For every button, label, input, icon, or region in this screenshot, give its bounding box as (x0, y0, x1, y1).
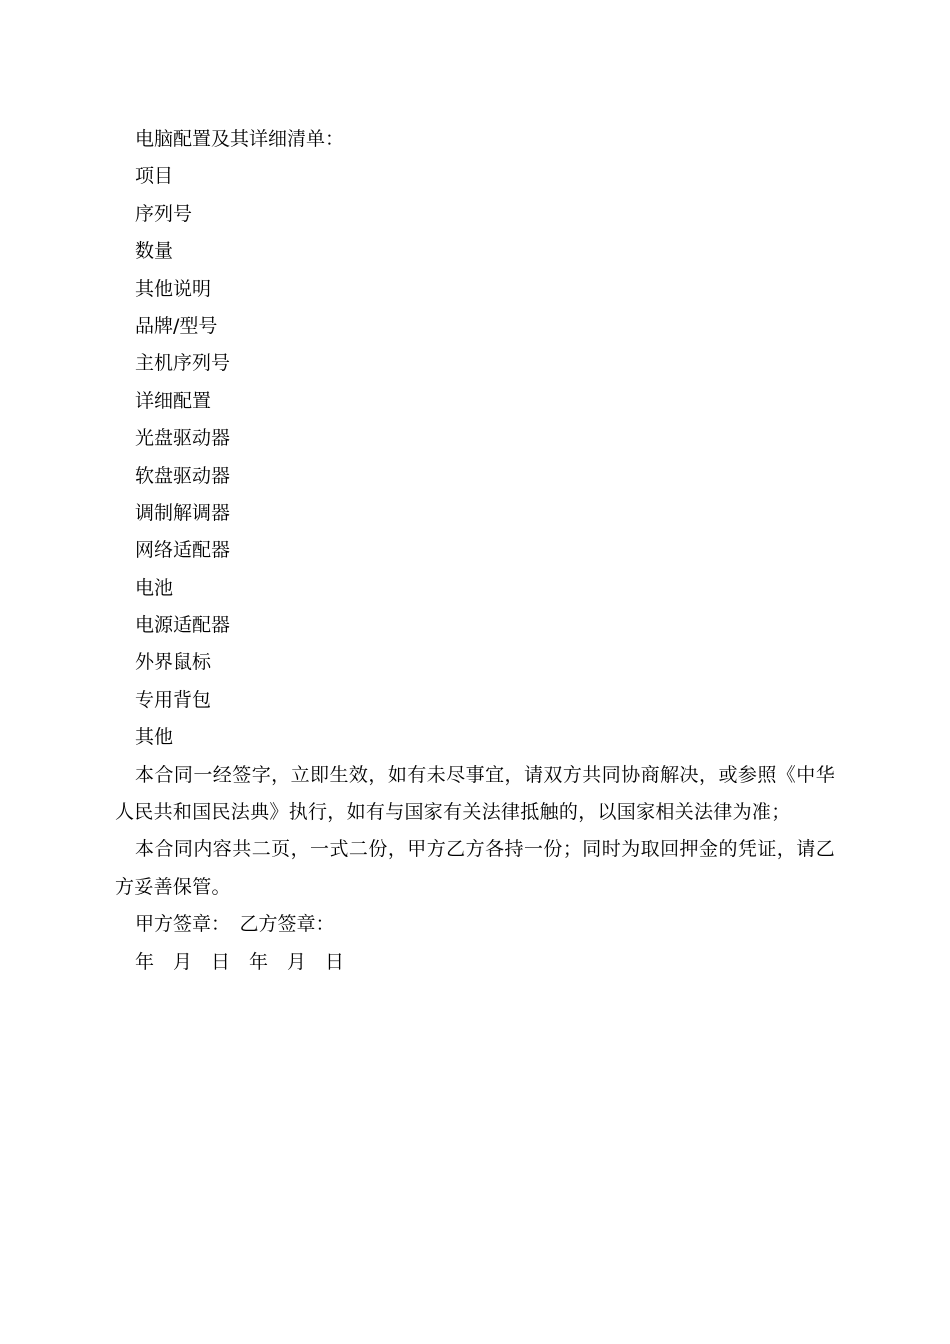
list-item: 品牌/型号 (135, 314, 218, 337)
list-item: 光盘驱动器 (135, 427, 231, 450)
list-item: 其他说明 (135, 277, 212, 300)
contract-clause-copies: 本合同内容共二页，一式二份，甲方乙方各持一份；同时为取回押金的凭证，请乙方妥善保管。 (115, 838, 835, 898)
list-item: 外界鼠标 (135, 651, 212, 674)
list-item: 软盘驱动器 (135, 464, 231, 487)
list-item: 主机序列号 (135, 352, 231, 375)
list-item: 电池 (135, 576, 174, 599)
list-item: 电源适配器 (135, 614, 231, 637)
list-item: 其他 (135, 726, 174, 749)
list-item: 调制解调器 (135, 501, 231, 524)
list-item: 网络适配器 (135, 539, 231, 562)
list-item: 序列号 (135, 202, 193, 225)
contract-clause-effect: 本合同一经签字，立即生效，如有未尽事宜，请双方共同协商解决，或参照《中华人民共和国民法典》执行，如有与国家有关法律抵触的，以国家相关法律为准； (115, 763, 835, 824)
signature-line: 甲方签章： 乙方签章： (135, 913, 335, 936)
list-heading: 电脑配置及其详细清单： (135, 128, 345, 150)
date-line: 年 月 日 年 月 日 (135, 950, 345, 973)
list-item: 项目 (135, 165, 174, 188)
list-item: 详细配置 (135, 389, 212, 412)
list-item: 数量 (135, 240, 174, 263)
list-item: 专用背包 (135, 688, 212, 711)
document-page (115, 121, 835, 981)
